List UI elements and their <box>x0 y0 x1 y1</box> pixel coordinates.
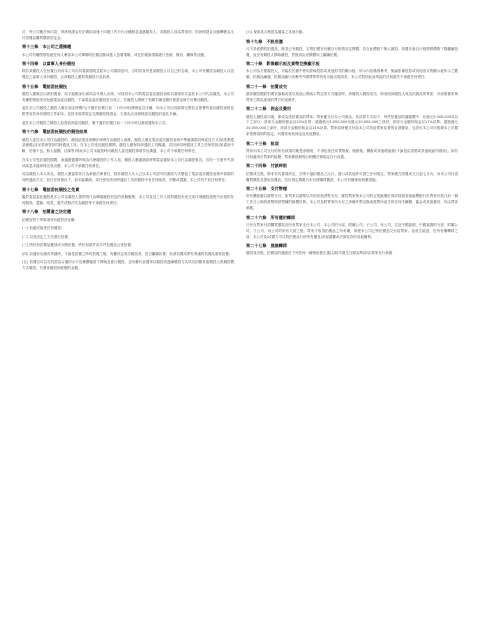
section-heading: 第二十二條 佣金及費用 <box>246 106 292 112</box>
paragraph: (一) 拒絕或接受任何競投； <box>22 226 65 231</box>
section-heading: 第二十條 影像顯示板及貨幣兌換顯示板 <box>246 61 320 67</box>
left-column <box>22 30 234 605</box>
section-heading: 第二十六條 所有權的轉移 <box>246 214 296 220</box>
section-heading: 第十四條 以當事人身份競投 <box>22 61 76 67</box>
paragraph: 鑑於電話委託競投是本公司為競投人提供的代為傳遞競投信息的免費服務，本公司及其工作人員對競投未成交或代理競投過程中出現的任何錯誤、遺漏、疏忽、過失或無法代為競投等不承擔任何責任。 <box>22 194 234 205</box>
paragraph: 競投人委託本公司代為競投的，競投結果及相關法律責任由競投人承擔。競投人應在電話委託競投表格中準確填寫同時委託方式(如洗劑電話號碼)並妥善保管該同時通訊工具。在本公司受託競投期間，競投人應保持該通訊工具暢通。若因該同時通訊工具之任何原因(如通訊中斷、信號不良、無人接聽、佔線等)導致本公司未能按時向競投人委託競投事項作出溝通，本公司不承擔任何責任。 <box>22 137 234 154</box>
section-heading: 第二十五條 支付幣種 <box>246 186 287 192</box>
section-heading: 第二十七條 風險轉移 <box>246 243 287 249</box>
paragraph: 委託本公司競投之競投人如需取消委託競投，應不遲於拍賣日前二十四小時以書面通知本公司。 <box>22 120 169 125</box>
paragraph: 本公司為方便競投人，可能於拍賣中使用影像投影或其他形式的顯示板，所示內容僅供參考，無論影像投影或其他形式的顯示板所示之數額、拍賣品編號、拍賣品圖片或參考外國貨幣等均有可能出現誤差，本公司對因此而導致的任何損失不承擔任何責任。 <box>246 69 458 80</box>
right-column <box>246 30 458 605</box>
paragraph: 在本公司受託競投期間，會議撥通要時與為代理競投的工作人員，競投人應通過同時與電話通知本公司代為競投事宜。若因一方意外失誤或疏忽未能即時完成出價，本公司不承擔任何責任。 <box>22 157 234 168</box>
paragraph: 買家向本公司支付的所有款項均應是淨額的，不得包括任何貨物稅、服務稅、關稅或其他增值稅(不論是由香港或其他地區所徵收)。如有任何適用於買家的稅費，買家應根據現行相關法律規定自行負擔。 <box>246 148 458 159</box>
section-heading: 第二十三條 稅項 <box>246 140 279 146</box>
paragraph: 本公司有權酌情拒絕任何人參加本公司舉辦的拍賣活動或進入拍賣現場，或在拍賣會現場進行拍照、錄音、攝像等活動。 <box>22 52 208 57</box>
paragraph: 司，每公司應任何次款，則該保證金在拍賣結束後十四個工作日內全額無息退還競投人；若競投人成為買家的，則該保證金自動轉變為支付拍賣品購買價款的定金。 <box>22 30 234 40</box>
section-heading: 第十七條 電話委託競投之免責 <box>22 186 80 192</box>
paragraph: 除非某競投人在拍賣日前向本公司出具書面證明並經本公司書面認可，否則其身份是某競投人以自己的名義，本公司有權認為競投人以拍賣品之當事人身份競投，且該競投人應對其競投行為負責。 <box>22 69 234 80</box>
section-heading: 第二十四條 付款時限 <box>246 163 287 169</box>
section-heading: 第十五條 電話委託競投 <box>22 83 68 89</box>
paragraph: 競投人競投成功後，即成為該拍賣品的買家。買家應支付本公司佣金，其計算方式如下：每件拍賣品的落槌價中：在港元5,000,000或以下之部分，該部分金額的佣金以20%計算；超過港元5,000,000至港元20,000,000之部份，該部分金額的佣金以17%計算；超過港元20,000,000之部份，該部分金額的佣金以14%計算。買家同時應支付給本公司其他買家負責的各項費用，且認可本公司可根據本公司賣家業務規則的規定，向賣家收取佣金及其他費用。 <box>246 114 458 137</box>
section-heading: 第十三條 本公司之選擇權 <box>22 44 72 50</box>
paragraph: 拍賣成交後，除非另有書面約定，否則不論拍賣品之出口、進口或其他許可證之任何規定，買家應在拍賣成交日起七日內，向本公司付清購買價款並提取拍賣品，若於規定期限內未付清購買價款，本公司有權採取相應措施。 <box>246 171 458 182</box>
paragraph: (三) 將任何拍賣品撤回或分開拍賣，將任何兩件或多件拍賣品合併拍賣； <box>22 243 135 248</box>
paragraph: 凡不設底價的拍賣品，除非已有競投，否則拍賣官有權自行酌情決定開價，若在此價格下無人競投，拍賣官會自行酌情將價格下降繼續拍賣，直至有競投人開始競投，然後再由這開價向上繼續拍賣。 <box>246 46 458 57</box>
paragraph: (五) 拍賣官可以在其認為合適的水平及操價幅度下開始及進行競投，並有權代表賣家以競投或連續競投方式或以回應其他競投人的競投價方式競投，代賣家競投到底價的金額。 <box>22 260 234 271</box>
paragraph: (二) 以其決定之方式進行拍賣； <box>22 234 72 239</box>
section-heading: 第二十一條 拍賣成交 <box>246 83 287 89</box>
paragraph: 競投人應親自出席拍賣會，如不能親身出席或由代理人出席，可採用本公司的電話委託競投表格以書面形式委託本公司代為競投。本公司有權酌情接受或拒絕電話委託競投，不論電話委託競投是否成立，在競投人辦理了有關手續並繳付保證金後方可參加競投。 <box>22 91 234 102</box>
paragraph: (四) 如遇有出錯或爭議時，不論是拍賣之時或拍賣之後，有權決定成功競投者、是否繼續拍賣、取消拍賣或將有爭議的拍賣品重新拍賣； <box>22 251 233 256</box>
paragraph: 最高競投價經拍賣官落槌或者以其他公開表示買定的方式確認時，該競投人競投成功，即表明該競投人成為拍賣品的買家，亦表明賣家與買家之間為達成的買方約束條件。 <box>246 91 458 102</box>
section-heading: 第十八條 拍賣資之決定權 <box>22 209 72 215</box>
paragraph: (六) 採取其合理認為適當之其他行動。 <box>246 30 306 34</box>
paragraph: 委託本公司競投之競投人應在規定時間內(不遲於拍賣日前二十四小時)辦理委託手續，向本公司出具填寫完整並且簽署的委託競投表格並附寄有效身份證明文件副本，並按本規則規定交納競投保證金，方視為完成辦理委託競投的委託手續。 <box>22 106 234 117</box>
paragraph: 只有在買家付清購買價款及所有買家支付本公司、本公司的分部、附屬公司、子公司、母公司、以及中國嘉德、中國嘉德的分部、附屬公司、子公司、母公司的所有欠款之後，買家才取得拍賣品之所有權，即使本公司已將拍賣品交付給買家。為免生疑惑，在所有權轉移之前，本公司及/或賣方可以對拍賣品行使所有權及/或留置權或法律容許的其他權利。 <box>246 222 458 239</box>
paragraph: 拍賣官對下列事項具有絕對決定權： <box>22 217 78 222</box>
section-heading: 第十九條 不設底價 <box>246 38 283 44</box>
paragraph: 所有購款應以港幣支付。如買家以港幣以外的其他貨幣支付，應按買家與本公司約定的匯價計算或按照香港滙豐銀行於買家付款日前一個工作日公佈的港幣與該幣種的匯價折算。本公司為將買家所支付之該種外幣兌換成港幣所產生的任何手續費、傭金或其他費用，均由買家承擔。 <box>246 194 458 211</box>
section-heading: 第十六條 電話委託競投的競投結果 <box>22 129 88 135</box>
paragraph: 同為競投人本人所為，競投人應當對其行為承擔法律責任，除非競投人本人已以本公司認可的書面方式變更了電話委託競投表格中填寫的同時通訊方式，但在任何情況下，如未能聯絡，或任使用該同時通訊工具的競投中有任何疏誤，中斷或遺漏，本公司均不負任何責任。 <box>22 172 234 183</box>
paragraph: 競投成功後，拍賣品的風險於下列任何一種情形發生後(以較早發生日期為準)即由買家自行承擔： <box>246 251 396 256</box>
